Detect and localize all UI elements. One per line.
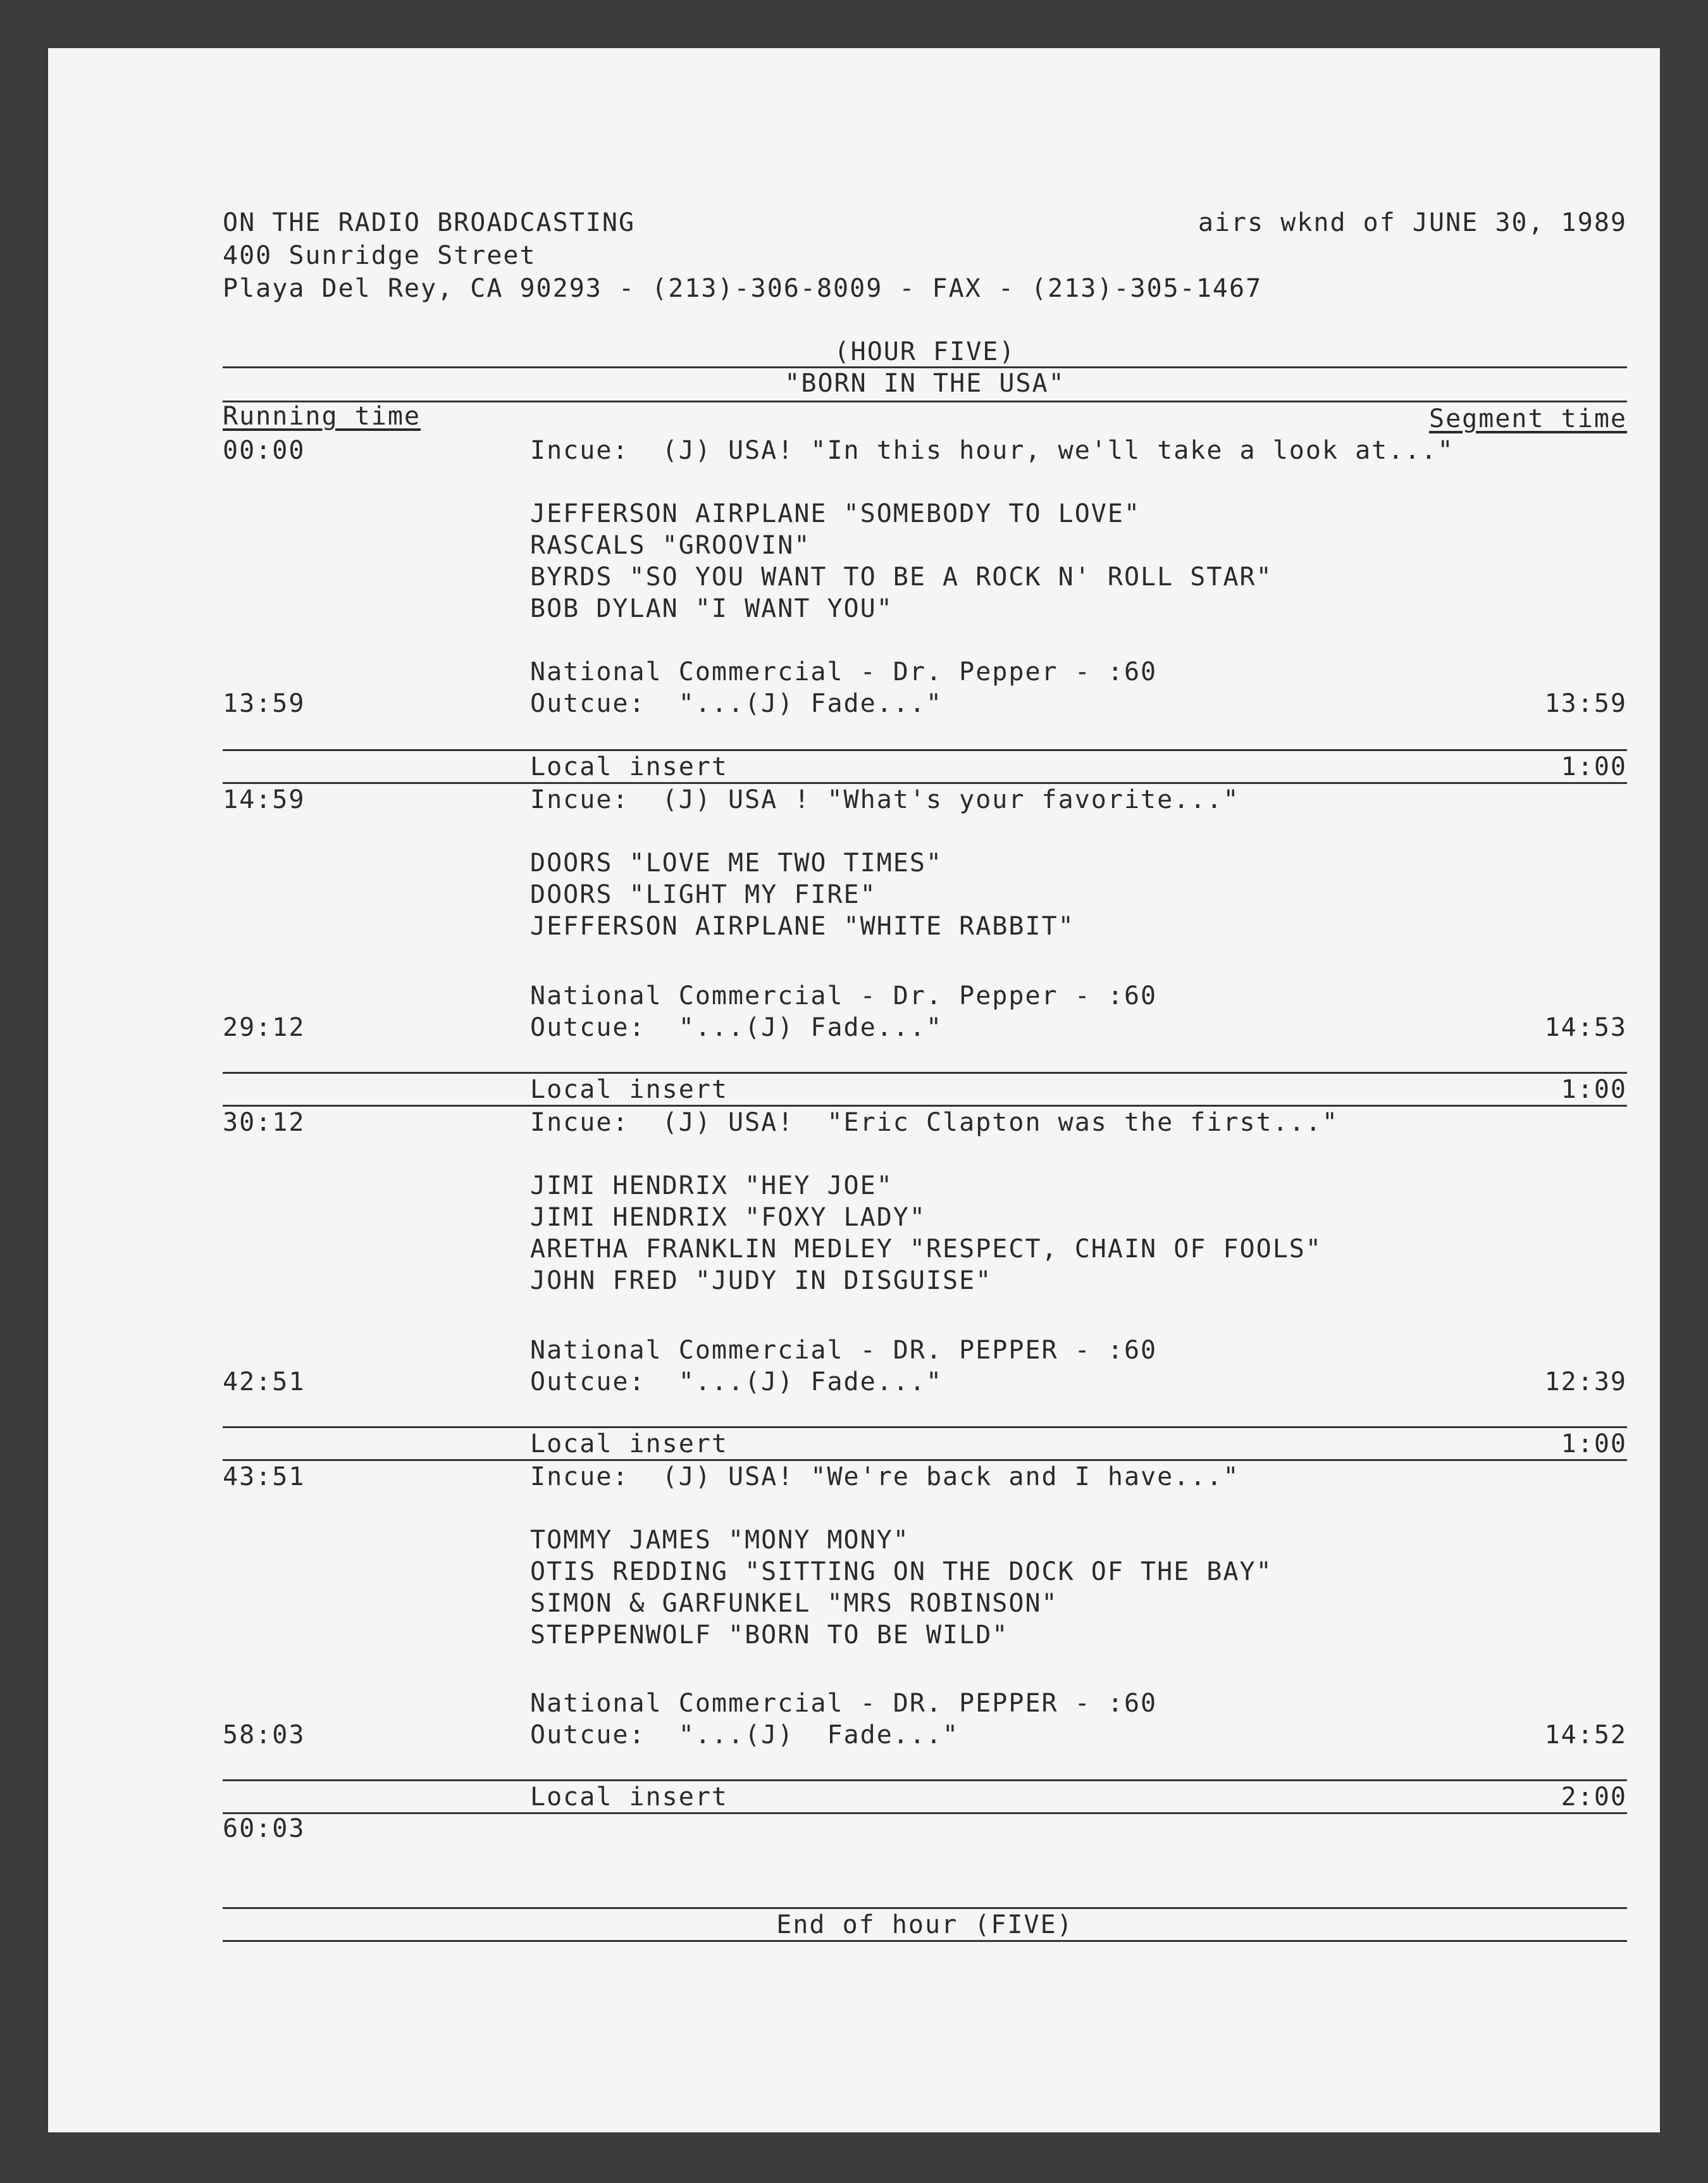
incue: Incue: (J) USA! "Eric Clapton was the first...": [530, 1108, 1339, 1137]
divider: [223, 1907, 1627, 1909]
document-page: [48, 48, 1660, 2132]
local-insert-time: 1:00: [1561, 752, 1627, 781]
incue: Incue: (J) USA ! "What's your favorite...": [530, 785, 1240, 814]
commercial: National Commercial - Dr. Pepper - :60: [530, 657, 1158, 687]
divider: [223, 401, 1627, 402]
outcue: Outcue: "...(J) Fade...": [530, 1013, 943, 1042]
incue: Incue: (J) USA! "In this hour, we'll take a look at...": [530, 436, 1454, 465]
segment-start-time: 14:59: [223, 785, 306, 814]
local-insert-label: Local insert: [530, 1429, 728, 1458]
commercial: National Commercial - DR. PEPPER - :60: [530, 1689, 1158, 1718]
song-item: ARETHA FRANKLIN MEDLEY "RESPECT, CHAIN OF FOOLS": [530, 1235, 1322, 1264]
divider: [223, 1072, 1627, 1074]
segment-start-time: 43:51: [223, 1462, 306, 1491]
song-item: JEFFERSON AIRPLANE "SOMEBODY TO LOVE": [530, 499, 1141, 528]
divider: [223, 1105, 1627, 1107]
song-item: JIMI HENDRIX "FOXY LADY": [530, 1203, 926, 1232]
contact-line: Playa Del Rey, CA 90293 - (213)-306-8009 - FAX - (213)-305-1467: [223, 274, 1263, 303]
song-item: JIMI HENDRIX "HEY JOE": [530, 1171, 893, 1200]
outcue: Outcue: "...(J) Fade...": [530, 1720, 960, 1750]
segment-end-time: 13:59: [223, 689, 306, 718]
song-item: BOB DYLAN "I WANT YOU": [530, 594, 893, 623]
song-item: OTIS REDDING "SITTING ON THE DOCK OF THE BAY": [530, 1557, 1273, 1586]
segment-duration: 14:52: [1544, 1720, 1627, 1750]
segment-end-time: 42:51: [223, 1367, 306, 1396]
outcue: Outcue: "...(J) Fade...": [530, 1367, 943, 1396]
hour-label: (HOUR FIVE): [834, 337, 1016, 366]
local-insert-label: Local insert: [530, 1782, 728, 1812]
running-time-heading: Running time: [223, 402, 421, 431]
divider: [223, 1940, 1627, 1942]
local-insert-time: 1:00: [1561, 1429, 1627, 1458]
local-insert-label: Local insert: [530, 1075, 728, 1104]
local-insert-time: 1:00: [1561, 1075, 1627, 1104]
final-running-time: 60:03: [223, 1814, 306, 1843]
show-title: "BORN IN THE USA": [784, 369, 1065, 398]
divider: [223, 749, 1627, 751]
divider: [223, 1459, 1627, 1461]
air-date: airs wknd of JUNE 30, 1989: [1197, 208, 1627, 237]
company-name: ON THE RADIO BROADCASTING: [223, 208, 636, 237]
song-item: STEPPENWOLF "BORN TO BE WILD": [530, 1620, 1009, 1650]
song-item: SIMON & GARFUNKEL "MRS ROBINSON": [530, 1589, 1058, 1618]
song-item: JOHN FRED "JUDY IN DISGUISE": [530, 1266, 993, 1295]
segment-end-time: 58:03: [223, 1720, 306, 1750]
song-item: DOORS "LOVE ME TWO TIMES": [530, 849, 943, 878]
divider: [223, 1426, 1627, 1428]
segment-end-time: 29:12: [223, 1013, 306, 1042]
local-insert-label: Local insert: [530, 752, 728, 781]
commercial: National Commercial - DR. PEPPER - :60: [530, 1336, 1158, 1365]
segment-duration: 14:53: [1544, 1013, 1627, 1042]
segment-duration: 13:59: [1544, 689, 1627, 718]
segment-start-time: 30:12: [223, 1108, 306, 1137]
song-item: JEFFERSON AIRPLANE "WHITE RABBIT": [530, 912, 1075, 941]
outcue: Outcue: "...(J) Fade...": [530, 689, 943, 718]
divider: [223, 782, 1627, 784]
end-of-hour-label: End of hour (FIVE): [776, 1910, 1074, 1939]
song-item: TOMMY JAMES "MONY MONY": [530, 1526, 910, 1555]
song-item: BYRDS "SO YOU WANT TO BE A ROCK N' ROLL STAR": [530, 563, 1273, 592]
commercial: National Commercial - Dr. Pepper - :60: [530, 981, 1158, 1011]
local-insert-time: 2:00: [1561, 1782, 1627, 1812]
segment-start-time: 00:00: [223, 436, 306, 465]
song-item: RASCALS "GROOVIN": [530, 531, 811, 560]
street-address: 400 Sunridge Street: [223, 241, 536, 270]
segment-duration: 12:39: [1544, 1367, 1627, 1396]
song-item: DOORS "LIGHT MY FIRE": [530, 880, 877, 909]
segment-time-heading: Segment time: [1429, 404, 1627, 433]
divider: [223, 1779, 1627, 1781]
incue: Incue: (J) USA! "We're back and I have...": [530, 1462, 1240, 1491]
divider: [223, 1812, 1627, 1814]
